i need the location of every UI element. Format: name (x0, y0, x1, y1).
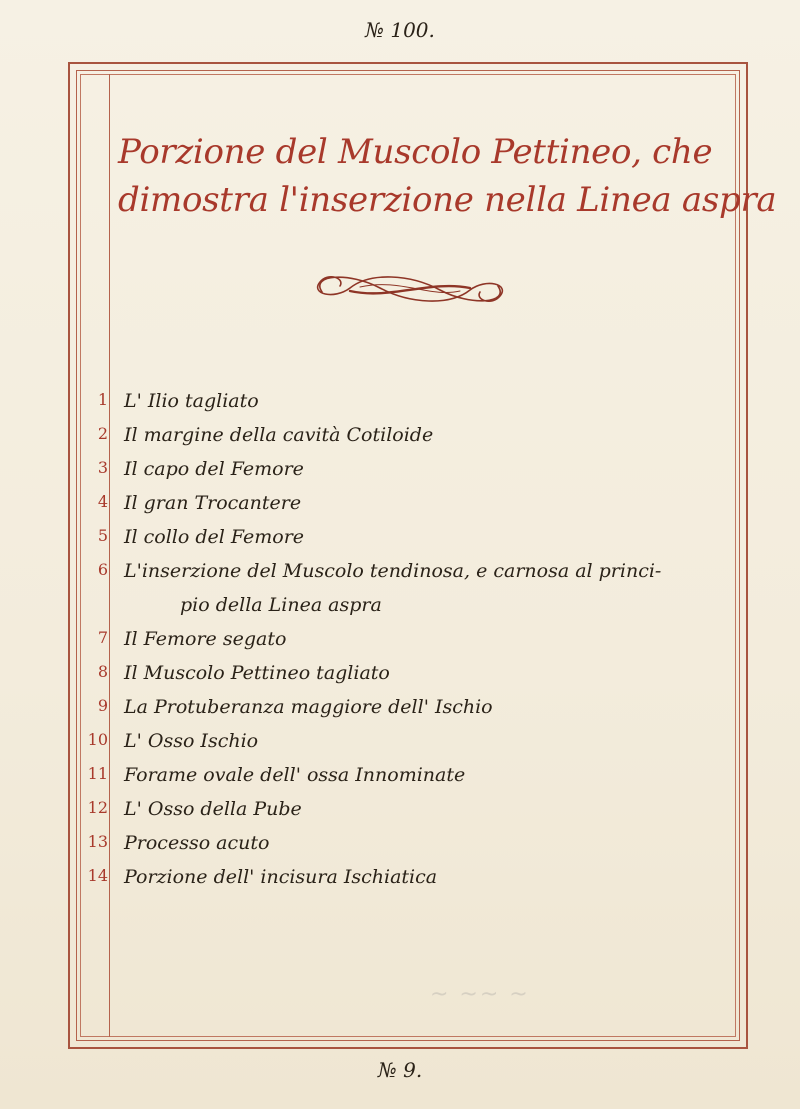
legend-item (82, 622, 722, 656)
legend-item (82, 452, 722, 486)
legend-item (82, 486, 722, 520)
legend-item (82, 758, 722, 792)
legend-item (82, 554, 722, 622)
legend-text: Il gran Trocantere (124, 492, 302, 514)
legend-text: L' Osso Ischio (124, 730, 259, 752)
legend-list (82, 384, 722, 894)
legend-number: 12 (87, 798, 108, 817)
title-line-1: Porzione del Muscolo Pettineo, che (118, 132, 713, 172)
legend-number: 8 (97, 662, 108, 681)
legend-item (82, 418, 722, 452)
legend-item (82, 860, 722, 894)
legend-text: L' Ilio tagliato (124, 390, 259, 412)
legend-number: 6 (97, 560, 108, 579)
legend-item (82, 724, 722, 758)
legend-text: Il margine della cavità Cotiloide (124, 424, 434, 446)
legend-number: 9 (97, 696, 108, 715)
legend-number: 11 (87, 764, 108, 783)
legend-number: 2 (97, 424, 108, 443)
legend-item (82, 520, 722, 554)
calligraphic-flourish-icon (310, 266, 510, 312)
legend-number: 4 (97, 492, 108, 511)
legend-number: 5 (97, 526, 108, 545)
legend-text: Il Muscolo Pettineo tagliato (124, 662, 390, 684)
legend-text: Porzione dell' incisura Ischiatica (124, 866, 438, 888)
legend-text: Forame ovale dell' ossa Innominate (124, 764, 466, 786)
legend-number: 14 (87, 866, 108, 885)
title-line-2: dimostra l'inserzione nella Linea aspra (118, 180, 777, 220)
legend-item (82, 792, 722, 826)
legend-number: 7 (97, 628, 108, 647)
legend-text: Il Femore segato (124, 628, 287, 650)
folio-number-top: № 100. (365, 18, 435, 42)
legend-text: Il collo del Femore (124, 526, 305, 548)
legend-item (82, 656, 722, 690)
legend-item (82, 690, 722, 724)
legend-text: Processo acuto (124, 832, 270, 854)
legend-text: Il capo del Femore (124, 458, 304, 480)
legend-item (82, 384, 722, 418)
legend-number: 3 (97, 458, 108, 477)
folio-number-bottom: № 9. (377, 1058, 423, 1082)
legend-text-line-2: pio della Linea aspra (180, 594, 382, 616)
legend-text-line-1: L'inserzione del Muscolo tendinosa, e carnosa al princi- (124, 560, 662, 582)
page-title (118, 128, 777, 224)
legend-text (124, 554, 714, 622)
faint-pencil-annotation: ~ ~~ ~ (430, 982, 530, 1007)
legend-item (82, 826, 722, 860)
legend-text: L' Osso della Pube (124, 798, 302, 820)
legend-number: 1 (97, 390, 108, 409)
legend-number: 13 (87, 832, 108, 851)
legend-text: La Protuberanza maggiore dell' Ischio (124, 696, 493, 718)
legend-number: 10 (87, 730, 108, 749)
